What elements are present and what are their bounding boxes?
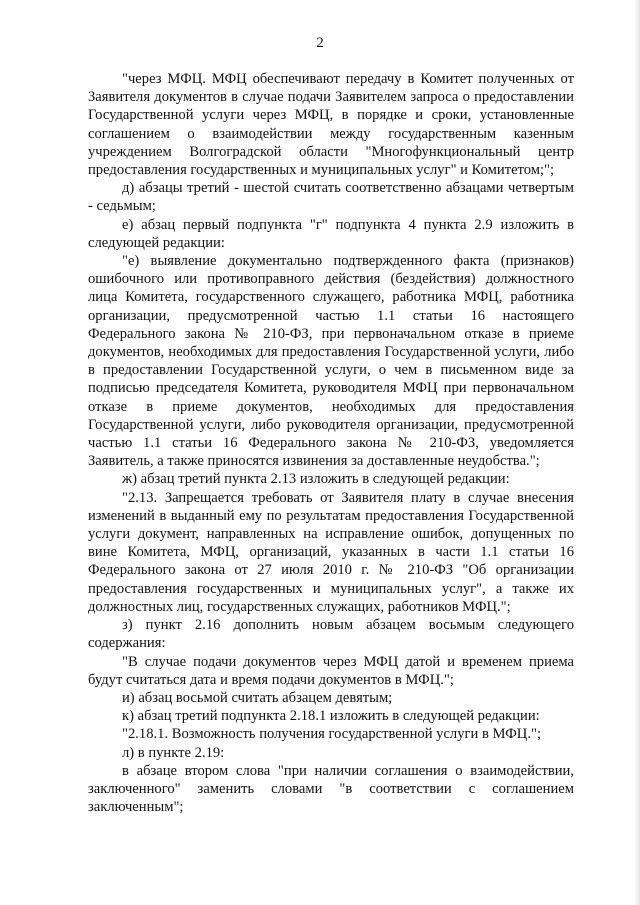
paragraph-2-13: "2.13. Запрещается требовать от Заявителя плату в случае внесения изменений в выданный ему по результатам предоставления Государственной услуги документ, направленных на исправление ошибок, допущенных по вине Комитета, МФЦ, организаций, указанных в части 1.1 статьи 16 Федерального закона от 27 июля 2010 г. № 210-ФЗ "Об организации предоставления государственных и муниципальных услуг", а также их должностных лиц, государственных служащих, работников МФЦ.";	[88, 489, 574, 615]
paragraph-zh-intro: ж) абзац третий пункта 2.13 изложить в следующей редакции:	[122, 471, 510, 488]
paragraph-l-text: в абзаце втором слова "при наличии соглашения о взаимодействии, заключенного" заменить словами "в соответствии с соглашением заключенным";	[88, 762, 574, 816]
paragraph-k-intro: к) абзац третий подпункта 2.18.1 изложить в следующей редакции:	[122, 708, 540, 725]
scan-edge-shadow	[634, 0, 640, 905]
paragraph-mfc-transfer: "через МФЦ. МФЦ обеспечивают передачу в Комитет полученных от Заявителя документов в случае подачи Заявителем запроса о предоставлении Государственной услуги через МФЦ, в порядке и сроки, установленные соглашением о взаимодействии между государственным казенным учреждением Волгоградской области "Многофункциональный центр предоставления государственных и муниципальных услуг" и Комитетом;";	[88, 71, 574, 179]
document-body	[88, 70, 574, 816]
paragraph-l: л) в пункте 2.19:	[122, 744, 225, 761]
paragraph-i: и) абзац восьмой считать абзацем девятым;	[122, 689, 393, 706]
page-number: 2	[316, 35, 324, 51]
paragraph-e-text: "е) выявление документально подтвержденного факта (признаков) ошибочного или противоправного действия (бездействия) должностного лица Комитета, государственного служащего, работника МФЦ, работника организации, предусмотренной частью 1.1 статьи 16 настоящего Федерального закона № 210-ФЗ, при первоначальном отказе в приеме документов, необходимых для предоставления Государственной услуги, либо в предоставлении Государственной услуги, о чем в письменном виде за подписью председателя Комитета, руководителя МФЦ при первоначальном отказе в приеме документов, необходимых для предоставления Государственной услуги, либо руководителя организации, предусмотренной частью 1.1 статьи 16 Федерального закона № 210-ФЗ, уведомляется Заявитель, а также приносятся извинения за доставленные неудобства.";	[88, 253, 574, 470]
paragraph-d: д) абзацы третий - шестой считать соответственно абзацами четвертым - седьмым;	[88, 180, 574, 215]
paragraph-e-intro: е) абзац первый подпункта "г" подпункта 4 пункта 2.9 изложить в следующей редакции:	[88, 216, 574, 251]
paragraph-2-18-1: "2.18.1. Возможность получения государственной услуги в МФЦ.";	[122, 726, 542, 743]
paragraph-z-intro: з) пункт 2.16 дополнить новым абзацем восьмым следующего содержания:	[88, 617, 574, 652]
paragraph-z-text: "В случае подачи документов через МФЦ датой и временем приема будут считаться дата и время подачи документов в МФЦ.";	[88, 653, 574, 688]
